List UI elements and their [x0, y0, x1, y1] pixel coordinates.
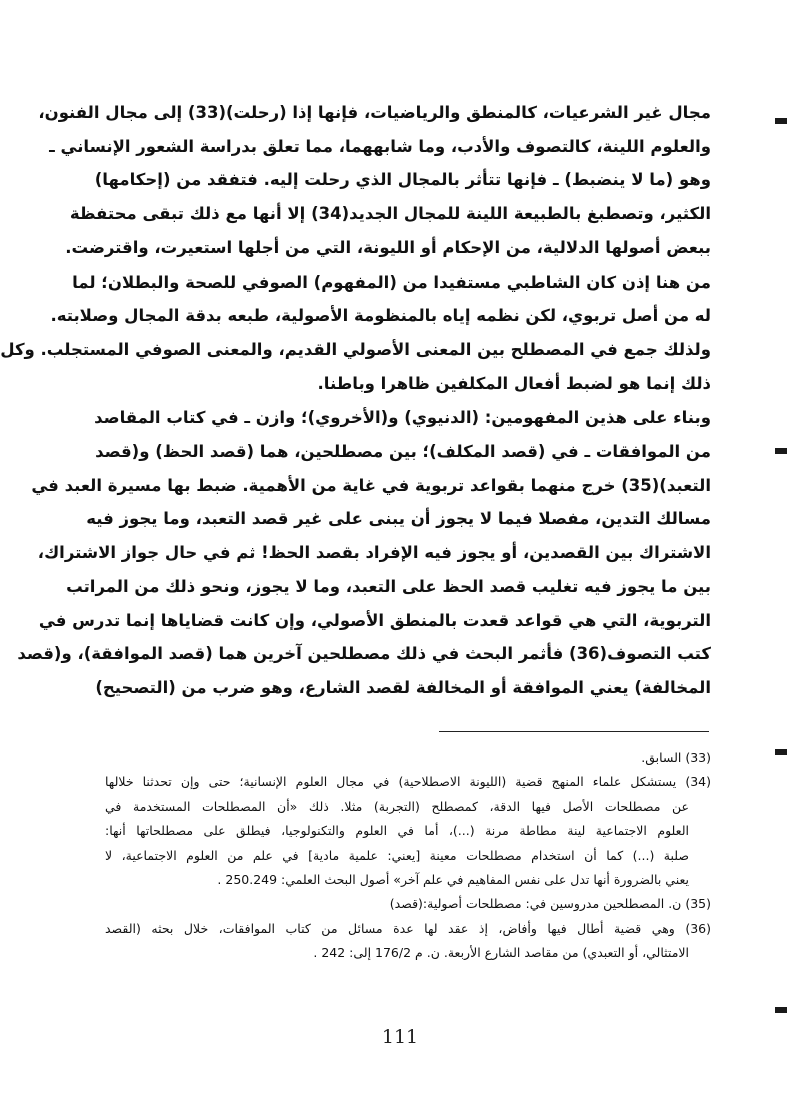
footnote-line: عن مصطلحات الأصل فيها الدقة، كمصطلح (التجربة) مثلا. ذلك «أن المصطلحات المستخدمة في	[105, 798, 689, 814]
text-line: الكثير، وتصطبغ بالطبيعة اللينة للمجال الجديد(34) إلا أنها مع ذلك تبقى محتفظة	[69, 204, 711, 224]
text-line: ذلك إنما هو لضبط أفعال المكلفين ظاهرا وباطنا.	[317, 373, 711, 393]
footnote-line: الامتثالي، أو التعبدي) من مقاصد الشارع الأربعة. ن. م 176/2 إلى: 242 .	[313, 945, 689, 961]
scan-edge-mark	[775, 1007, 787, 1013]
text-line: وهو (ما لا ينضبط) ـ فإنها تتأثر بالمجال الذي رحلت إليه. فتفقد من (إحكامها)	[94, 170, 711, 190]
footnote-divider	[439, 731, 709, 732]
paragraph-1	[38, 96, 711, 265]
footnotes	[105, 746, 711, 966]
text-line: الاشتراك بين القصدين، أو يجوز فيه الإفراد بقصد الحظ! ثم في حال جواز الاشتراك،	[37, 543, 711, 563]
footnote-36: (36) وهي قضية أطال فيها وأفاض، إذ عقد لها عدة مسائل من كتاب الموافقات، خلال بحثه (القصد	[105, 920, 711, 936]
text-line: مسالك التدين، مفصلا فيما لا يجوز أن يبنى على غير قصد التعبد، وما يجوز فيه	[86, 509, 711, 529]
text-line: المخالفة) يعني الموافقة أو المخالفة لقصد الشارع، وهو ضرب من (التصحيح)	[95, 677, 711, 697]
footnote-34: (34) يستشكل علماء المنهج قضية (الليونة الاصطلاحية) في مجال العلوم الإنسانية؛ حتى وإن تحدثنا خلالها	[105, 774, 711, 790]
text-line: ولذلك جمع في المصطلح بين المعنى الأصولي القديم، والمعنى الصوفي المستجلب. وكل	[0, 339, 711, 359]
text-line: التربوية، التي هي قواعد قعدت بالمنطق الأصولي، وإن كانت قضاياها إنما تدرس في	[38, 610, 711, 630]
text-line: من الموافقات ـ في (قصد المكلف)؛ بين مصطلحين، هما (قصد الحظ) و(قصد	[95, 442, 711, 462]
text-line: له من أصل تربوي، لكن نظمه إياه بالمنظومة الأصولية، طبعه بدقة المجال وصلابته.	[50, 306, 711, 326]
footnote-line: صلبة (...) كما أن استخدام مصطلحات معينة [يعني: علمية مادية] في علم من العلوم الاجتماعية، لا	[105, 847, 689, 863]
footnote-line: العلوم الاجتماعية لينة مطاطة مرنة (...)، أما في العلوم والتكنولوجيا، فيطلق على مصطلحاتها أنها:	[105, 823, 689, 839]
footnote-33: (33) السابق.	[641, 750, 711, 765]
text-line: من هنا إذن كان الشاطبي مستفيدا من (المفهوم) الصوفي للصحة والبطلان؛ لما	[72, 272, 711, 292]
footnote-line: يعني بالضرورة أنها تدل على نفس المفاهيم في علم آخر» أصول البحث العلمي: 250.249 .	[217, 872, 689, 888]
text-line: مجال غير الشرعيات، كالمنطق والرياضيات، فإنها إذا (رحلت)(33) إلى مجال الفنون،	[38, 103, 711, 122]
text-line: ببعض أصولها الدلالية، من الإحكام أو الليونة، التي من أجلها استعيرت، واقترضت.	[65, 237, 711, 257]
text-line: والعلوم اللينة، كالتصوف والأدب، وما شابههما، مما تعلق بدراسة الشعور الإنساني ـ	[49, 136, 711, 156]
scan-edge-mark	[775, 448, 787, 454]
text-line: وبناء على هذين المفهومين: (الدنيوي) و(الأخروي)؛ وازن ـ في كتاب المقاصد	[94, 408, 711, 428]
scan-edge-mark	[775, 118, 787, 124]
paragraph-2	[0, 266, 711, 401]
text-line: بين ما يجوز فيه تغليب قصد الحظ على التعبد، وما لا يجوز، ونحو ذلك من المراتب	[66, 576, 711, 596]
paragraph-3	[17, 401, 711, 704]
text-line: كتب التصوف(36) فأثمر البحث في ذلك مصطلحين آخرين هما (قصد الموافقة)، و(قصد	[17, 644, 711, 664]
footnote-35: (35) ن. المصطلحين مدروسين في: مصطلحات أصولية:(قصد)	[389, 896, 711, 912]
text-line: التعبد)(35) خرج منهما بقواعد تربوية في غاية من الأهمية. ضبط بها مسيرة العبد في	[31, 475, 711, 495]
body-text	[0, 96, 711, 705]
page-number: 111	[381, 1026, 419, 1048]
scan-edge-mark	[775, 749, 787, 755]
